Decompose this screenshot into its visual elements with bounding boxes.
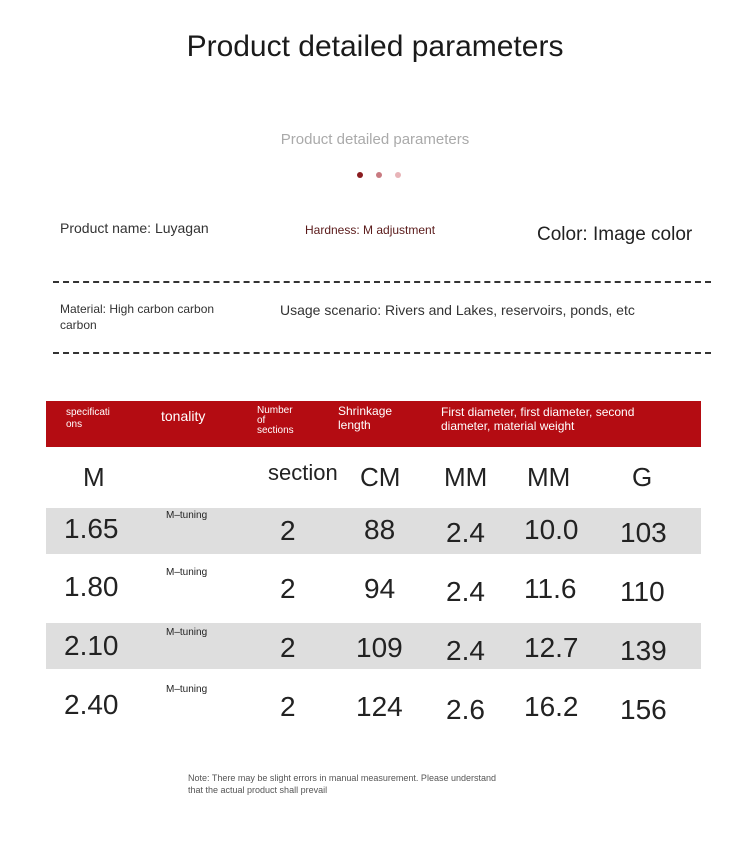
table-cell-spec: 1.80 xyxy=(64,571,119,602)
table-cell-sections: 2 xyxy=(280,573,296,604)
product-name: Product name: Luyagan xyxy=(60,220,209,236)
table-cell-tonality: M–tuning xyxy=(166,510,208,521)
color: Color: Image color xyxy=(537,224,693,245)
unit-first-diameter: MM xyxy=(444,462,488,492)
table-cell-weight: 139 xyxy=(620,635,667,666)
table-cell-sections: 2 xyxy=(280,632,296,663)
page-title: Product detailed parameters xyxy=(186,30,564,63)
page-subtitle: Product detailed parameters xyxy=(280,131,470,148)
table-cell-first-diameter: 2.4 xyxy=(446,635,485,666)
header-diameter-weight: First diameter, first diameter, second diameter, material weight xyxy=(441,405,635,433)
carousel-dot-1 xyxy=(357,172,363,178)
table-cell-sections: 2 xyxy=(280,515,296,546)
table-cell-weight: 110 xyxy=(620,576,665,607)
table-cell-spec: 2.10 xyxy=(64,630,119,661)
table-cell-length: 88 xyxy=(364,514,396,545)
table-cell-length: 124 xyxy=(356,691,403,722)
unit-sections: section xyxy=(268,460,338,485)
divider-bottom xyxy=(53,352,711,354)
table-cell-length: 109 xyxy=(356,632,403,663)
header-tonality: tonality xyxy=(161,408,206,424)
table-cell-weight: 103 xyxy=(620,517,667,548)
header-specifications: specificati ons xyxy=(66,407,110,430)
table-cell-spec: 1.65 xyxy=(64,513,119,544)
table-header xyxy=(46,401,701,447)
table-cell-tonality: M–tuning xyxy=(166,567,208,578)
table-cell-first-diameter: 2.6 xyxy=(446,694,485,725)
measurement-note xyxy=(188,773,588,796)
table-cell-second-diameter: 16.2 xyxy=(524,691,579,722)
unit-second-diameter: MM xyxy=(527,462,571,492)
note-line-2: that the actual product shall prevail xyxy=(188,784,328,795)
table-cell-first-diameter: 2.4 xyxy=(446,576,485,607)
usage-scenario: Usage scenario: Rivers and Lakes, reservoirs, ponds, etc xyxy=(280,302,635,318)
header-number-of-sections: Number of sections xyxy=(257,405,294,436)
unit-weight: G xyxy=(632,462,653,492)
header-shrinkage-length: Shrinkage length xyxy=(338,404,393,432)
table-cell-sections: 2 xyxy=(280,691,296,722)
table-cell-weight: 156 xyxy=(620,694,667,725)
table-cell-tonality: M–tuning xyxy=(166,684,208,695)
carousel-dot-3 xyxy=(395,172,401,178)
hardness: Hardness: M adjustment xyxy=(305,223,436,237)
table-cell-second-diameter: 10.0 xyxy=(524,514,579,545)
material xyxy=(60,302,214,333)
table-cell-tonality: M–tuning xyxy=(166,627,208,638)
table-cell-first-diameter: 2.4 xyxy=(446,517,485,548)
divider-top xyxy=(53,281,711,283)
unit-spec: M xyxy=(83,462,105,492)
material-line-2: carbon xyxy=(60,317,97,332)
table-cell-length: 94 xyxy=(364,573,396,604)
table-cell-second-diameter: 11.6 xyxy=(524,573,577,604)
table-cell-second-diameter: 12.7 xyxy=(524,632,579,663)
unit-length: CM xyxy=(360,462,401,492)
note-line-1: Note: There may be slight errors in manual measurement. Please understand xyxy=(188,773,496,783)
carousel-dot-2 xyxy=(376,172,382,178)
table-cell-spec: 2.40 xyxy=(64,689,119,720)
material-line-1: Material: High carbon carbon xyxy=(60,302,215,316)
